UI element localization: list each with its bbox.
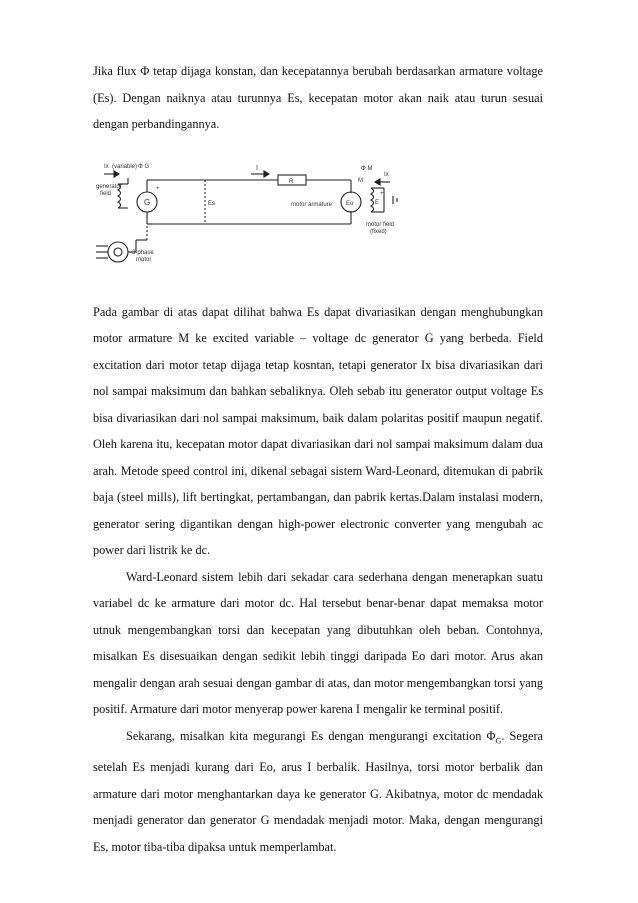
resistor-r-label: R	[289, 178, 294, 185]
phi-subscript: G	[495, 735, 502, 745]
es-label: Es	[208, 200, 216, 207]
ward-leonard-diagram	[93, 160, 543, 264]
paragraph-1: Jika flux Φ tetap dijaga konstan, dan kecepatannya berubah berdasarkan armature voltage (Es). Dengan naiknya atau turunnya Es, kecepatan motor akan naik atau turun sesuai dengan perbandingannya.	[93, 64, 543, 131]
paragraph-4	[93, 723, 543, 861]
paragraph-2: Pada gambar di atas dapat dilihat bahwa Es dapat divariasikan dengan menghubungkan motor armature M ke excited variable – voltage dc generator G yang berbeda. Field excitation dari motor tetap dijaga tetap kosntan, tetapi generator Ix bisa divariasikan dari nol sampai maksimum dan bahkan sebaliknya. Oleh sebab itu generator output voltage Es bisa divariasikan dari nol sampai maksimum, baik dalam polaritas positif maupun negatif. Oleh karena itu, kecepatan motor dapat divariasikan dari nol sampai maksimum dalam dua arah. Metode speed control ini, dikenal sebagai sistem Ward-Leonard, ditemukan di pabrik baja (steel mills), lift bertingkat, pertambangan, dan pabrik kertas.Dalam instalasi modern, generator sering digantikan dengan high-power electronic converter yang mengubah ac power dari listrik ke dc.	[93, 304, 543, 557]
paragraph-3: Ward-Leonard sistem lebih dari sekadar cara sederhana dengan menerapkan suatu variabel dc ke armature dari motor dc. Hal tersebut benar-benar dapat memaksa motor utnuk mengembangkan torsi dan kecepatan yang dibutuhkan oleh beban. Contohnya, misalkan Es disesuaikan dengan sedikit lebih tinggi daripada Eo dari motor. Arus akan mengalir dengan arah sesuai dengan gambar di atas, dan motor mengembangkan torsi yang positif. Armature dari motor menyerap power karena I mengalir ke terminal positif.	[93, 569, 543, 716]
three-phase-motor-circle	[108, 242, 128, 262]
three-phase-label-1: 3-phase	[132, 249, 154, 256]
motor-m-label: M	[358, 177, 363, 184]
e-label: E	[375, 199, 380, 206]
generator-g-label: G	[144, 197, 151, 207]
ix-variable-label: (variable)	[112, 163, 138, 170]
ix2-label: Ix	[384, 171, 389, 178]
phi-m-label: Φ M	[361, 165, 373, 172]
generator-field-label-1: generator	[96, 183, 122, 190]
generator-field-label-2: field	[100, 190, 112, 197]
paragraph-4-part-a: Sekarang, misalkan kita megurangi Es dengan mengurangi excitation Φ	[126, 728, 496, 743]
ix-label: Ix	[104, 163, 109, 170]
three-phase-label-2: motor	[136, 256, 152, 263]
document-page	[93, 58, 543, 860]
paragraph-4-part-b: . Segera setelah Es menjadi kurang dari Eo, arus I berbalik. Hasilnya, torsi motor berbalik dan armature dari motor menghantarkan daya ke generator G. Akibatnya, motor dc mendadak menjadi generator dan generator G mendadak menjadi motor. Maka, dengan mengurangi Es, motor tiba-tiba dipaksa untuk memperlambat.	[93, 728, 544, 854]
eo-label: Eo	[346, 200, 354, 207]
motor-armature-label: motor armature	[291, 201, 333, 208]
plus-sign-2: +	[380, 190, 384, 197]
current-i-label: I	[256, 164, 258, 172]
plus-sign-1: +	[156, 185, 160, 192]
circuit-diagram	[96, 160, 406, 264]
motor-field-label-2: (fixed)	[370, 228, 387, 235]
phi-g-label: Φ G	[138, 163, 150, 170]
motor-field-label-1: motor field	[366, 221, 395, 228]
